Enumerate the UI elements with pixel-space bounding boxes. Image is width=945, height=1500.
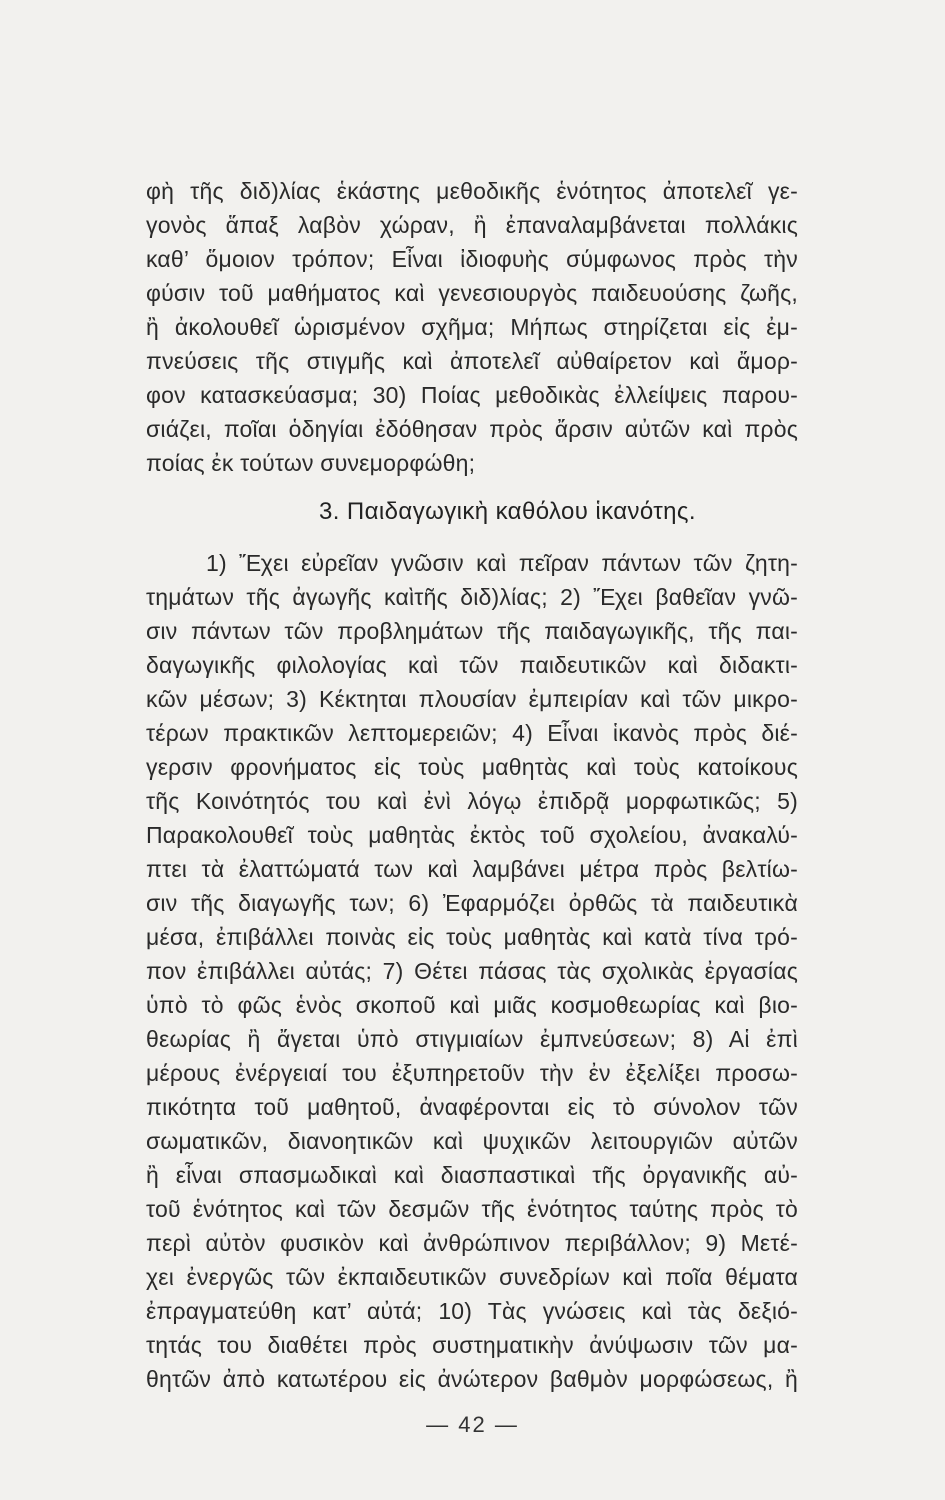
text-line: θητῶν ἀπὸ κατωτέρου εἰς ἀνώτερον βαθμὸν μορφώσεως, ἢ xyxy=(146,1366,798,1392)
text-line: σωματικῶν, διανοητικῶν καὶ ψυχικῶν λειτουργιῶν αὐτῶν xyxy=(146,1128,798,1154)
text-line: τῆς Κοινότητός του καὶ ἐνὶ λόγῳ ἐπιδρᾷ μορφωτικῶς; 5) xyxy=(146,788,798,814)
main-paragraph xyxy=(146,546,798,1396)
section-heading xyxy=(0,495,945,529)
text-line: τοῦ ἑνότητος καὶ τῶν δεσμῶν τῆς ἑνότητος ταύτης πρὸς τὸ xyxy=(146,1196,798,1222)
text-line: πτει τὰ ἐλαττώματά των καὶ λαμβάνει μέτρα πρὸς βελτίω- xyxy=(146,856,798,882)
text-line: φον κατασκεύασμα; 30) Ποίας μεθοδικὰς ἐλλείψεις παρου- xyxy=(146,382,798,408)
text-line: ἢ ἀκολουθεῖ ὡρισμένον σχῆμα; Μήπως στηρίζεται εἰς ἐμ- xyxy=(146,314,798,340)
text-line: φὴ τῆς διδ)λίας ἑκάστης μεθοδικῆς ἑνότητος ἀποτελεῖ γε- xyxy=(146,178,798,204)
page-number: — 42 — xyxy=(426,1412,519,1437)
text-line: ἢ εἶναι σπασμωδικαὶ καὶ διασπαστικαὶ τῆς ὀργανικῆς αὐ- xyxy=(146,1162,798,1188)
text-line: τητάς του διαθέτει πρὸς συστηματικὴν ἀνύψωσιν τῶν μα- xyxy=(146,1332,798,1358)
text-line: γερσιν φρονήματος εἰς τοὺς μαθητὰς καὶ τοὺς κατοίκους xyxy=(146,754,798,780)
text-line: τημάτων τῆς ἀγωγῆς καὶτῆς διδ)λίας; 2) Ἔχει βαθεῖαν γνῶ- xyxy=(146,584,798,610)
text-line: θεωρίας ἢ ἄγεται ὑπὸ στιγμιαίων ἐμπνεύσεων; 8) Αἱ ἐπὶ xyxy=(146,1026,798,1052)
text-line: ποίας ἐκ τούτων συνεμορφώθη; xyxy=(146,450,476,476)
text-line: χει ἐνεργῶς τῶν ἐκπαιδευτικῶν συνεδρίων καὶ ποῖα θέματα xyxy=(146,1264,798,1290)
text-line: πικότητα τοῦ μαθητοῦ, ἀναφέρονται εἰς τὸ σύνολον τῶν xyxy=(146,1094,798,1120)
continued-paragraph xyxy=(146,174,798,480)
text-line: ἐπραγματεύθη κατ’ αὐτά; 10) Τὰς γνώσεις καὶ τὰς δεξιό- xyxy=(146,1298,798,1324)
section-heading-text: 3. Παιδαγωγικὴ καθόλου ἱκανότης. xyxy=(319,498,696,525)
text-line: ὑπὸ τὸ φῶς ἑνὸς σκοποῦ καὶ μιᾶς κοσμοθεωρίας καὶ βιο- xyxy=(146,992,798,1018)
text-line: πον ἐπιβάλλει αὐτάς; 7) Θέτει πάσας τὰς σχολικὰς ἐργασίας xyxy=(146,958,798,984)
text-line: 1) Ἔχει εὐρεῖαν γνῶσιν καὶ πεῖραν πάντων τῶν ζητη- xyxy=(206,550,798,576)
text-line: γονὸς ἅπαξ λαβὸν χώραν, ἢ ἐπαναλαμβάνεται πολλάκις xyxy=(146,212,798,238)
text-line: κῶν μέσων; 3) Κέκτηται πλουσίαν ἐμπειρίαν καὶ τῶν μικρο- xyxy=(146,686,798,712)
text-line: δαγωγικῆς φιλολογίας καὶ τῶν παιδευτικῶν καὶ διδακτι- xyxy=(146,652,798,678)
text-line: μέσα, ἐπιβάλλει ποινὰς εἰς τοὺς μαθητὰς καὶ κατὰ τίνα τρό- xyxy=(146,924,798,950)
text-line: πνεύσεις τῆς στιγμῆς καὶ ἀποτελεῖ αὐθαίρετον καὶ ἄμορ- xyxy=(146,348,798,374)
text-line: φύσιν τοῦ μαθήματος καὶ γενεσιουργὸς παιδευούσης ζωῆς, xyxy=(146,280,798,306)
text-line: σιν τῆς διαγωγῆς των; 6) Ἐφαρμόζει ὀρθῶς τὰ παιδευτικὰ xyxy=(146,890,798,916)
text-line: περὶ αὐτὸν φυσικὸν καὶ ἀνθρώπινον περιβάλλον; 9) Μετέ- xyxy=(146,1230,798,1256)
text-line: τέρων πρακτικῶν λεπτομερειῶν; 4) Εἶναι ἱκανὸς πρὸς διέ- xyxy=(146,720,798,746)
text-line: σιν πάντων τῶν προβλημάτων τῆς παιδαγωγικῆς, τῆς παι- xyxy=(146,618,798,644)
text-line: καθ’ ὅμοιον τρόπον; Εἶναι ἰδιοφυὴς σύμφωνος πρὸς τὴν xyxy=(146,246,798,272)
text-line: σιάζει, ποῖαι ὁδηγίαι ἐδόθησαν πρὸς ἄρσιν αὐτῶν καὶ πρὸς xyxy=(146,416,798,442)
text-line: Παρακολουθεῖ τοὺς μαθητὰς ἐκτὸς τοῦ σχολείου, ἀνακαλύ- xyxy=(146,822,798,848)
text-line: μέρους ἐνέργειαί του ἐξυπηρετοῦν τὴν ἐν ἐξελίξει προσω- xyxy=(146,1060,798,1086)
